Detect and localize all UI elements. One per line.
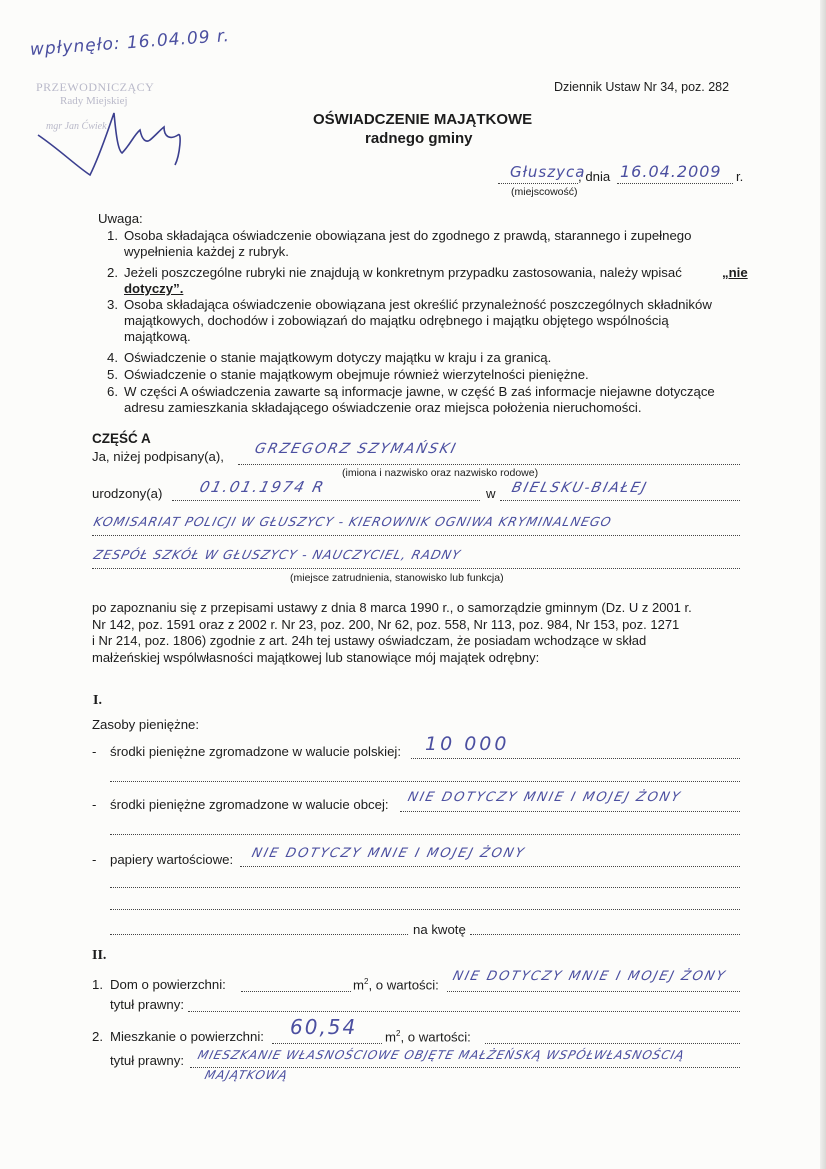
uwaga-item-text: adresu zamieszkania składającego oświadczenie oraz miejsca położenia nieruchomości. (124, 400, 642, 415)
uwaga-item-num: 2. (107, 265, 118, 280)
uwaga-item-text: W części A oświadczenia zawarte są informacje jawne, w część B zaś informacje niejawne dotyczące (124, 384, 715, 399)
name-caption: (imiona i nazwisko oraz nazwisko rodowe) (342, 467, 539, 479)
r-label: r. (736, 169, 744, 184)
born-date: 01.01.1974 R (197, 478, 328, 496)
flat-title-label: tytuł prawny: (110, 1053, 185, 1068)
uwaga-item-emph: dotyczy”. (124, 281, 184, 296)
uwaga-item-text: majątkowych, dochodów i zobowiązań do majątku odrębnego i majątku objętego wspólnością (124, 313, 669, 328)
stamp-line-1: PRZEWODNICZĄCY (36, 80, 155, 94)
pln-label: środki pieniężne zgromadzone w walucie polskiej: (110, 744, 402, 759)
statement-line: i Nr 214, poz. 1806) zgodnie z art. 24h tej ustawy oświadczam, że posiadam wchodzące w skład (92, 633, 647, 648)
czesc-a-heading: CZĘŚĆ A (92, 431, 151, 446)
unit-suffix: , o wartości: (400, 1029, 471, 1045)
uwaga-item-5 (107, 367, 589, 383)
stamp-line-3: mgr Jan Ćwiek (46, 121, 107, 132)
uwaga-item-text: Oświadczenie o stanie majątkowym obejmuje również wierzytelności pieniężne. (124, 367, 589, 382)
pln-dash: - (92, 744, 97, 759)
section-2-heading: II. (92, 948, 107, 963)
uwaga-item-text: Oświadczenie o stanie majątkowym dotyczy majątku w kraju i za granicą. (124, 350, 552, 365)
work-line-1: KOMISARIAT POLICJI W GŁUSZYCY - KIEROWNIK OGNIWA KRYMINALNEGO (92, 514, 614, 529)
uwaga-item-num: 5. (107, 367, 118, 382)
place-caption: (miejscowość) (511, 186, 578, 198)
statement-line: małżeńskiej wspólwłasności majątkowej lub stanowiące mój majątek odrębny: (92, 649, 540, 665)
uwaga-item-text: Osoba składająca oświadczenie obowiązana jest do zgodnego z prawdą, starannego i zupełnego (124, 228, 692, 243)
unit-sup: 2 (364, 977, 369, 986)
uwaga-item-3 (107, 297, 712, 344)
uwaga-item-num: 3. (107, 297, 118, 312)
ja-label: Ja, niżej podpisany(a), (92, 449, 224, 464)
uwaga-item-text: majątkową. (124, 329, 191, 344)
dnia-label: , dnia (578, 169, 611, 184)
flat-m2-label (385, 1029, 471, 1044)
statement-line: Nr 142, poz. 1591 oraz z 2002 r. Nr 23, poz. 200, Nr 62, poz. 558, Nr 113, poz. 984, Nr 153, poz. 1271 (92, 616, 680, 632)
born-place: BIELSKU-BIAŁEJ (510, 480, 650, 496)
work-caption: (miejsce zatrudnienia, stanowisko lub funkcja) (290, 572, 504, 584)
work-line-2: ZESPÓŁ SZKÓŁ W GŁUSZYCY - NAUCZYCIEL, RADNY (92, 547, 463, 562)
scan-edge (820, 0, 826, 1169)
unit-suffix: , o wartości: (368, 977, 439, 993)
house-num: 1. (92, 977, 103, 992)
pln-value: 10 000 (425, 733, 510, 755)
statement-line: po zapoznaniu się z przepisami ustawy z dnia 8 marca 1990 r., o samorządzie gminnym (Dz. U z 2001 r. (92, 600, 692, 615)
uwaga-item-2 (107, 265, 748, 296)
securities-dash: - (92, 852, 97, 867)
born-label: urodzony(a) (92, 486, 163, 501)
flat-area: 60,54 (290, 1015, 358, 1039)
flat-num: 2. (92, 1029, 103, 1044)
foreign-value: NIE DOTYCZY MNIE I MOJEJ ŻONY (406, 790, 684, 805)
place-value: Głuszyca (510, 163, 586, 181)
unit-m: m (353, 977, 364, 993)
house-value: NIE DOTYCZY MNIE I MOJEJ ŻONY (451, 969, 729, 984)
uwaga-item-6 (107, 384, 715, 415)
page-subtitle: radnego gminy (365, 130, 473, 147)
foreign-label: środki pieniężne zgromadzone w walucie obcej: (110, 797, 389, 812)
statement-paragraph (92, 600, 692, 666)
w-label: w (486, 486, 496, 501)
zasoby-label: Zasoby pieniężne: (92, 717, 200, 732)
uwaga-item-emph: „nie (722, 265, 748, 280)
kwote-label: na kwotę (413, 922, 466, 937)
flat-title-line-2: MAJĄTKOWĄ (203, 1068, 290, 1082)
house-label: Dom o powierzchni: (110, 977, 226, 992)
date-value: 16.04.2009 (620, 162, 722, 181)
page-title: OŚWIADCZENIE MAJĄTKOWE (313, 111, 533, 128)
securities-value: NIE DOTYCZY MNIE I MOJEJ ŻONY (250, 846, 528, 861)
stamp-line-2: Rady Miejskiej (60, 95, 128, 107)
house-m2-label (353, 977, 439, 992)
uwaga-heading: Uwaga: (98, 211, 143, 226)
uwaga-item-num: 1. (107, 228, 118, 243)
section-1-heading: I. (93, 693, 102, 708)
unit-m: m (385, 1029, 396, 1045)
flat-title-line-1: MIESZKANIE WŁASNOŚCIOWE OBJĘTE MAŁŻEŃSKĄ WSPÓŁWŁASNOŚCIĄ (196, 1048, 687, 1062)
unit-sup: 2 (396, 1029, 401, 1038)
uwaga-item-text: wypełnienia każdej z rubryk. (124, 244, 289, 259)
uwaga-item-num: 6. (107, 384, 118, 399)
uwaga-item-text: Osoba składająca oświadczenie obowiązana jest określić przynależność poszczególnych składników (124, 297, 712, 312)
uwaga-item-text: Jeżeli poszczególne rubryki nie znajdują w konkretnym przypadku zastosowania, należy wpisać (124, 265, 682, 280)
foreign-dash: - (92, 797, 97, 812)
uwaga-item-num: 4. (107, 350, 118, 365)
uwaga-item-4 (107, 350, 552, 366)
signature (30, 95, 200, 185)
securities-label: papiery wartościowe: (110, 852, 234, 867)
receipt-note: wpłynęło: 16.04.09 r. (29, 26, 231, 60)
uwaga-item-1 (107, 228, 692, 259)
name-value: GRZEGORZ SZYMAŃSKI (253, 441, 460, 457)
flat-label: Mieszkanie o powierzchni: (110, 1029, 264, 1044)
house-title-label: tytuł prawny: (110, 997, 185, 1012)
journal-reference: Dziennik Ustaw Nr 34, poz. 282 (554, 80, 730, 94)
